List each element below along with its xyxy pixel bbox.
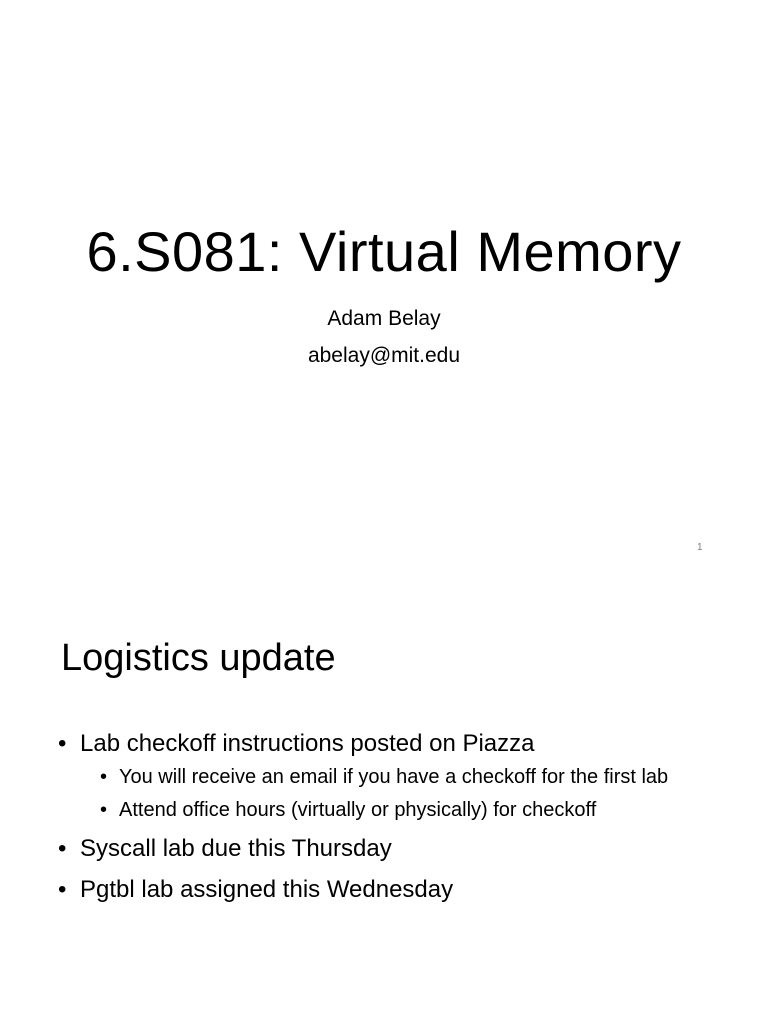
author-name: Adam Belay (327, 307, 441, 330)
bullet-dot-icon: • (58, 834, 67, 862)
bullet-dot-icon: • (100, 765, 108, 788)
bullet-dot-icon: • (58, 730, 67, 757)
logistics-slide (0, 576, 768, 1024)
slide-title: 6.S081: Virtual Memory (86, 220, 682, 283)
bullet-item (58, 876, 718, 905)
bullet-list (58, 730, 718, 916)
bullet-text: Lab checkoff instructions posted on Piazza (80, 730, 535, 757)
author-email: abelay@mit.edu (307, 344, 461, 367)
sub-bullet-item (100, 798, 718, 823)
bullet-dot-icon: • (58, 875, 67, 903)
bullet-dot-icon: • (100, 798, 108, 821)
bullet-item (58, 730, 718, 823)
sub-bullet-item (100, 765, 718, 790)
page-number: 1 (697, 542, 703, 553)
sub-bullet-text: Attend office hours (virtually or physically) for checkoff (119, 798, 597, 821)
sub-bullet-text: You will receive an email if you have a checkoff for the first lab (119, 765, 669, 788)
bullet-text: Pgtbl lab assigned this Wednesday (80, 875, 454, 903)
slide-heading: Logistics update (61, 637, 336, 679)
bullet-text: Syscall lab due this Thursday (80, 834, 392, 862)
bullet-item (58, 835, 718, 864)
sub-bullet-list (100, 765, 718, 823)
